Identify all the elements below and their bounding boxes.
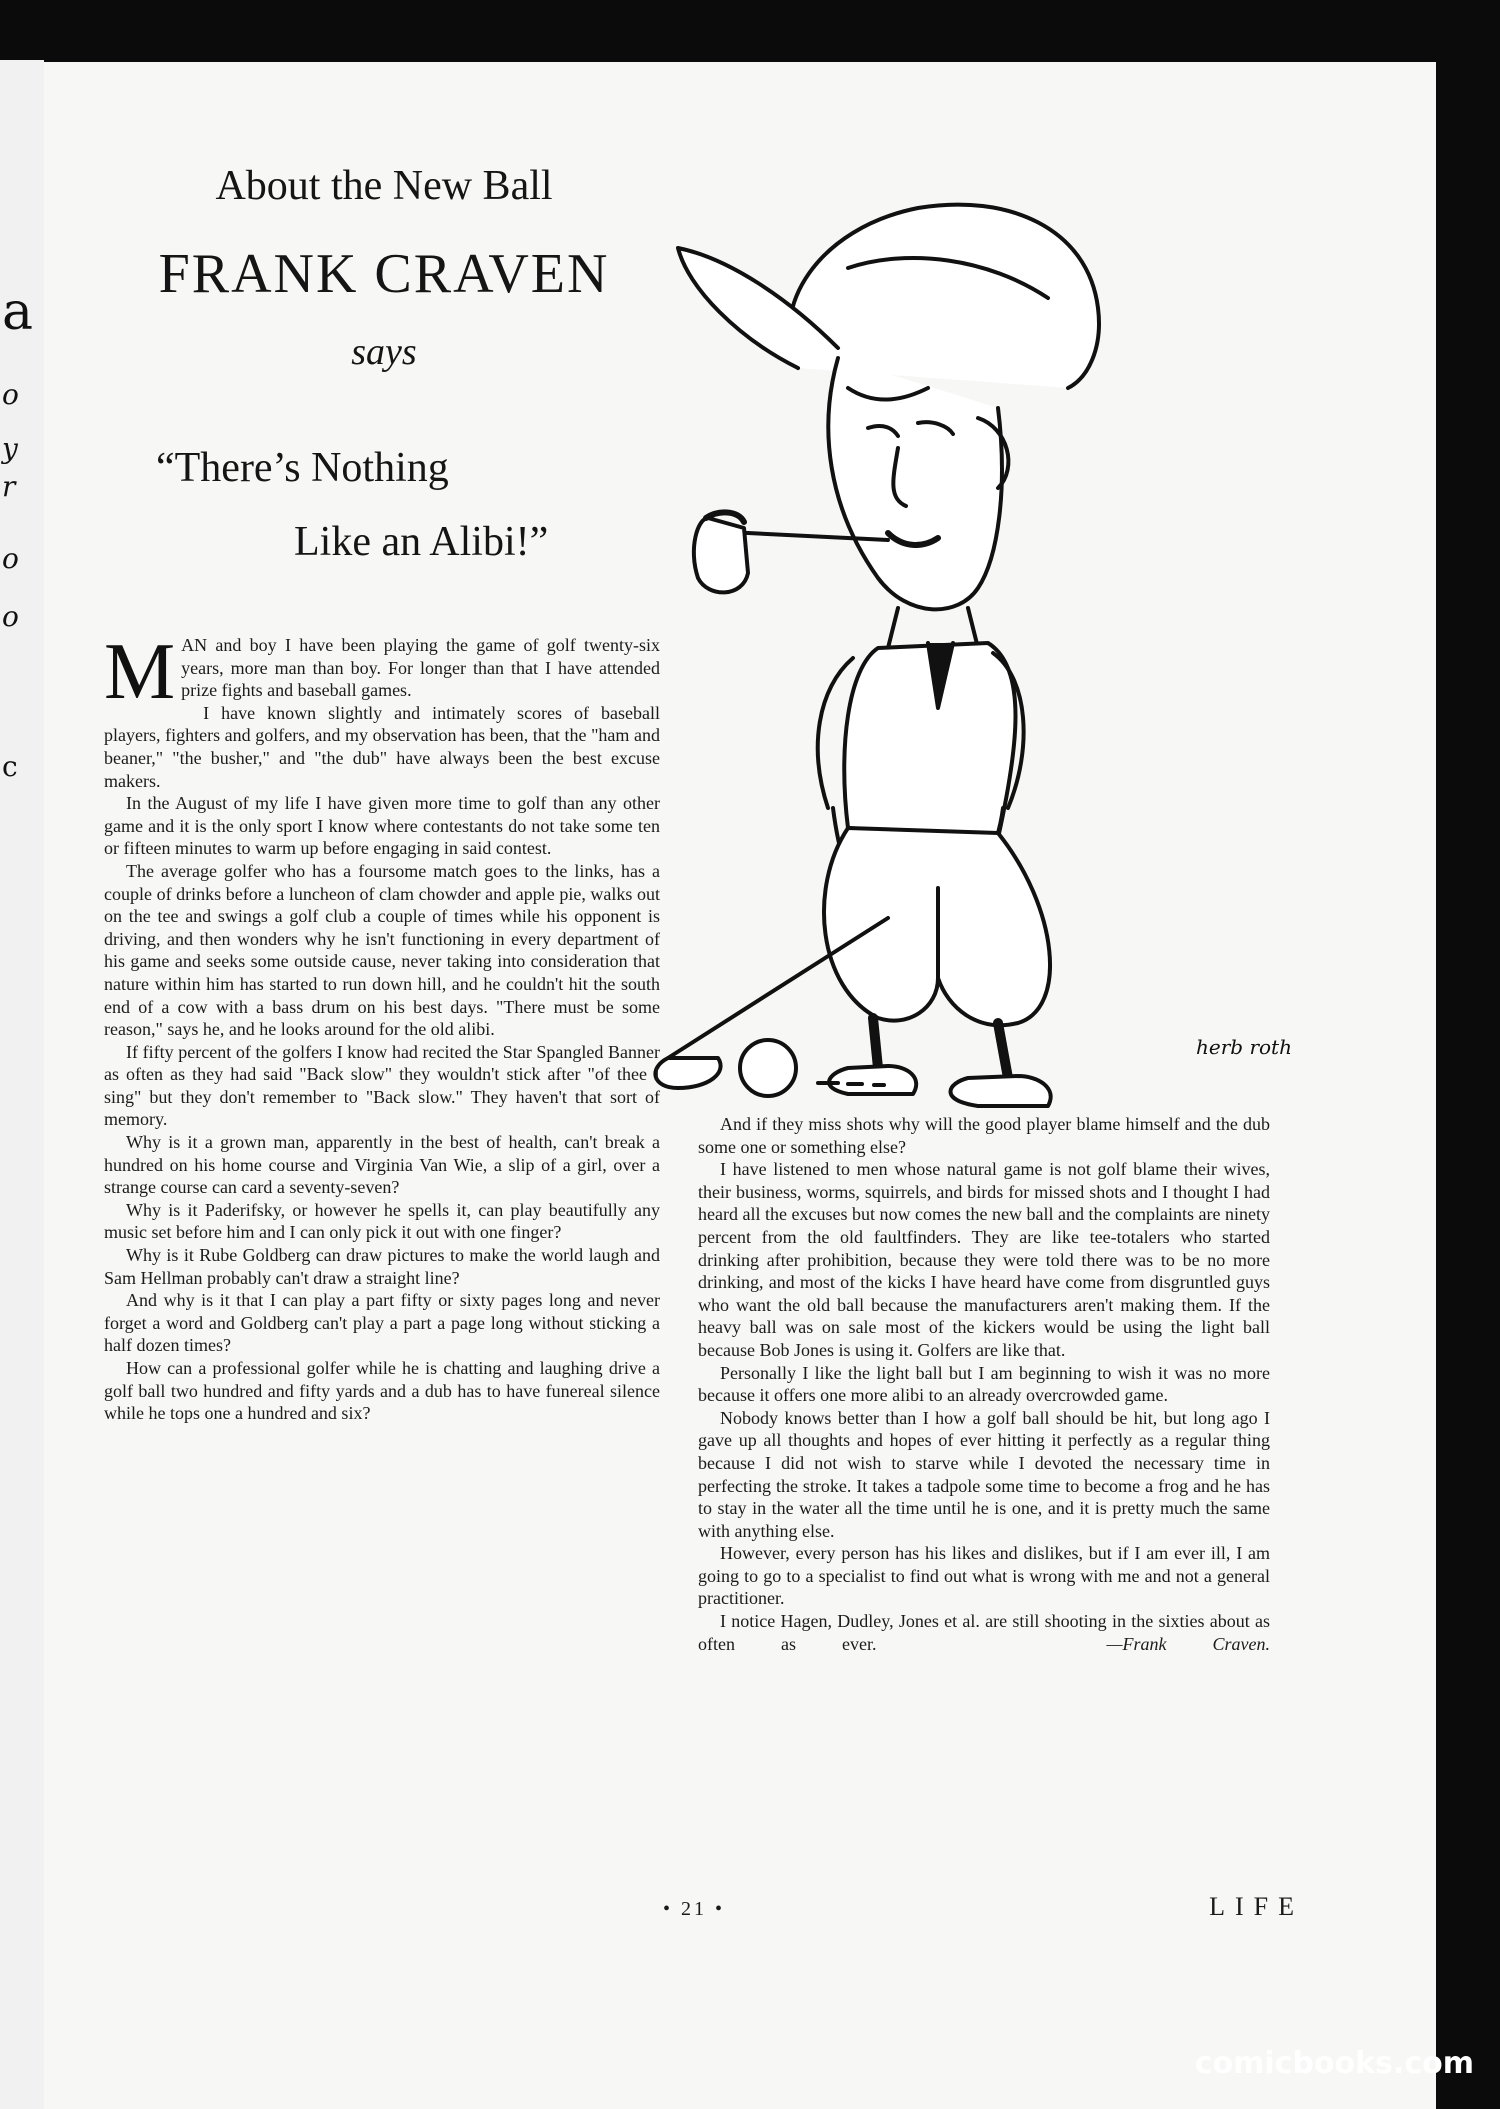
- edge-fragment: y: [2, 432, 18, 465]
- article-paragraph: I have listened to men whose natural game is not golf blame their wives, their business, worms, squirrels, and birds for missed shots and I thought I had heard all the excuses but now comes the new ball and the complaints are ninety percent from the old faultfinders. They are like tee-totalers who started drinking after prohibition, because they were told there was to be no more drinking, and most of the kicks I have heard have come from disgruntled guys who want the old ball because the manufacturers aren't making them. If the heavy ball was on sale most of the kickers would be using the light ball because Bob Jones is using it. Golfers are like that.: [698, 1159, 1270, 1360]
- edge-fragment: a: [2, 282, 34, 342]
- article-paragraph: Nobody knows better than I how a golf ball should be hit, but long ago I gave up all thoughts and hopes of ever hitting it perfectly as a regular thing because I did not wish to starve while I devoted the necessary time in perfecting the stroke. It takes a tadpole some time to become a frog and he has to stay in the water all the time until he is one, and it is pretty much the same with anything else.: [698, 1407, 1270, 1541]
- edge-fragment: r: [2, 470, 16, 503]
- page-number: • 21 •: [662, 1898, 725, 1920]
- article-paragraph: I have known slightly and intimately scores of baseball players, fighters and golfers, and my observation has been, that the "ham and beaner," "the busher," and "the dub" have always been the best excuse makers.: [104, 702, 660, 791]
- golfer-caricature-illustration: [648, 188, 1354, 1114]
- edge-fragment: o: [2, 542, 19, 575]
- article-paragraph: However, every person has his likes and dislikes, but if I am ever ill, I am going to go to a specialist to find out what is wrong with me and not a general practitioner.: [698, 1543, 1270, 1609]
- author-signature: —Frank Craven.: [1106, 1633, 1271, 1654]
- article-paragraph: Why is it a grown man, apparently in the best of health, can't break a hundred on his home course and Virginia Van Wie, a slip of a girl, over a strange course can card a seventy-seven?: [104, 1132, 660, 1198]
- edge-fragment: c: [2, 750, 18, 783]
- edge-fragment: o: [2, 378, 19, 411]
- magazine-title: LIFE: [1209, 1892, 1304, 1921]
- article-paragraph: The average golfer who has a foursome match goes to the links, has a couple of drinks before a luncheon of clam chowder and apple pie, walks out on the tee and swings a golf club a couple of times while his opponent is driving, and then wonders why he isn't functioning in every department of his game and seeks some outside cause, never taking into consideration that nature within him has started to run down hill, and he couldn't hit the south end of a cow with a bass drum on his best days. "There must be some reason," says he, and he looks around for the old alibi.: [104, 860, 660, 1040]
- article-closing-paragraph: I notice Hagen, Dudley, Jones et al. are still shooting in the sixties about as often as ever. —Frank Craven.: [698, 1611, 1271, 1654]
- magazine-page: [44, 62, 1436, 2109]
- article-paragraph: And if they miss shots why will the good player blame himself and the dub some one or something else?: [698, 1114, 1270, 1157]
- artist-signature: herb roth: [1196, 1035, 1292, 1059]
- article-paragraph: If fifty percent of the golfers I know had recited the Star Spangled Banner as often as they had said "Back slow" they wouldn't stick after "of thee I sing" but they don't remember to "Back slow." They haven't that sort of memory.: [104, 1041, 660, 1130]
- article-paragraph: Why is it Paderifsky, or however he spells it, can play beautifully any music set before him and I can only pick it out with one finger?: [104, 1199, 660, 1243]
- article-paragraph: Why is it Rube Goldberg can draw pictures to make the world laugh and Sam Hellman probably can't draw a straight line?: [104, 1245, 660, 1288]
- edge-fragment: o: [2, 600, 19, 633]
- headline-author: FRANK CRAVEN: [158, 243, 610, 305]
- headline-kicker: About the New Ball: [215, 163, 553, 209]
- adjacent-page-edge: [0, 60, 44, 2109]
- article-column-right: [698, 1113, 1270, 1655]
- article-paragraph: In the August of my life I have given more time to golf than any other game and it is the only sport I know where contestants do not take some ten or fifteen minutes to warm up before engaging in said contest.: [104, 793, 660, 859]
- article-paragraph: MAN and boy I have been playing the game of golf twenty-six years, more man than boy. For longer than that I have attended prize fights and baseball games.: [104, 628, 660, 716]
- drop-cap: M: [104, 628, 176, 716]
- headline-says: says: [351, 331, 417, 373]
- article-column-left: [104, 628, 660, 1425]
- watermark: comicbooks.com: [1194, 2046, 1474, 2081]
- article-paragraph: Personally I like the light ball but I am beginning to wish it was no more because it offers one more alibi to an already overcrowded game.: [698, 1362, 1270, 1406]
- headline-quote-line2: Like an Alibi!”: [294, 519, 549, 565]
- headline-quote-line1: “There’s Nothing: [156, 445, 449, 491]
- article-paragraph: And why is it that I can play a part fifty or sixty pages long and never forget a word and Goldberg can't play a part a page long without sticking a half dozen times?: [104, 1290, 660, 1356]
- article-paragraph: How can a professional golfer while he is chatting and laughing drive a golf ball two hundred and fifty yards and a dub has to have funereal silence while he tops one a hundred and six?: [104, 1358, 660, 1424]
